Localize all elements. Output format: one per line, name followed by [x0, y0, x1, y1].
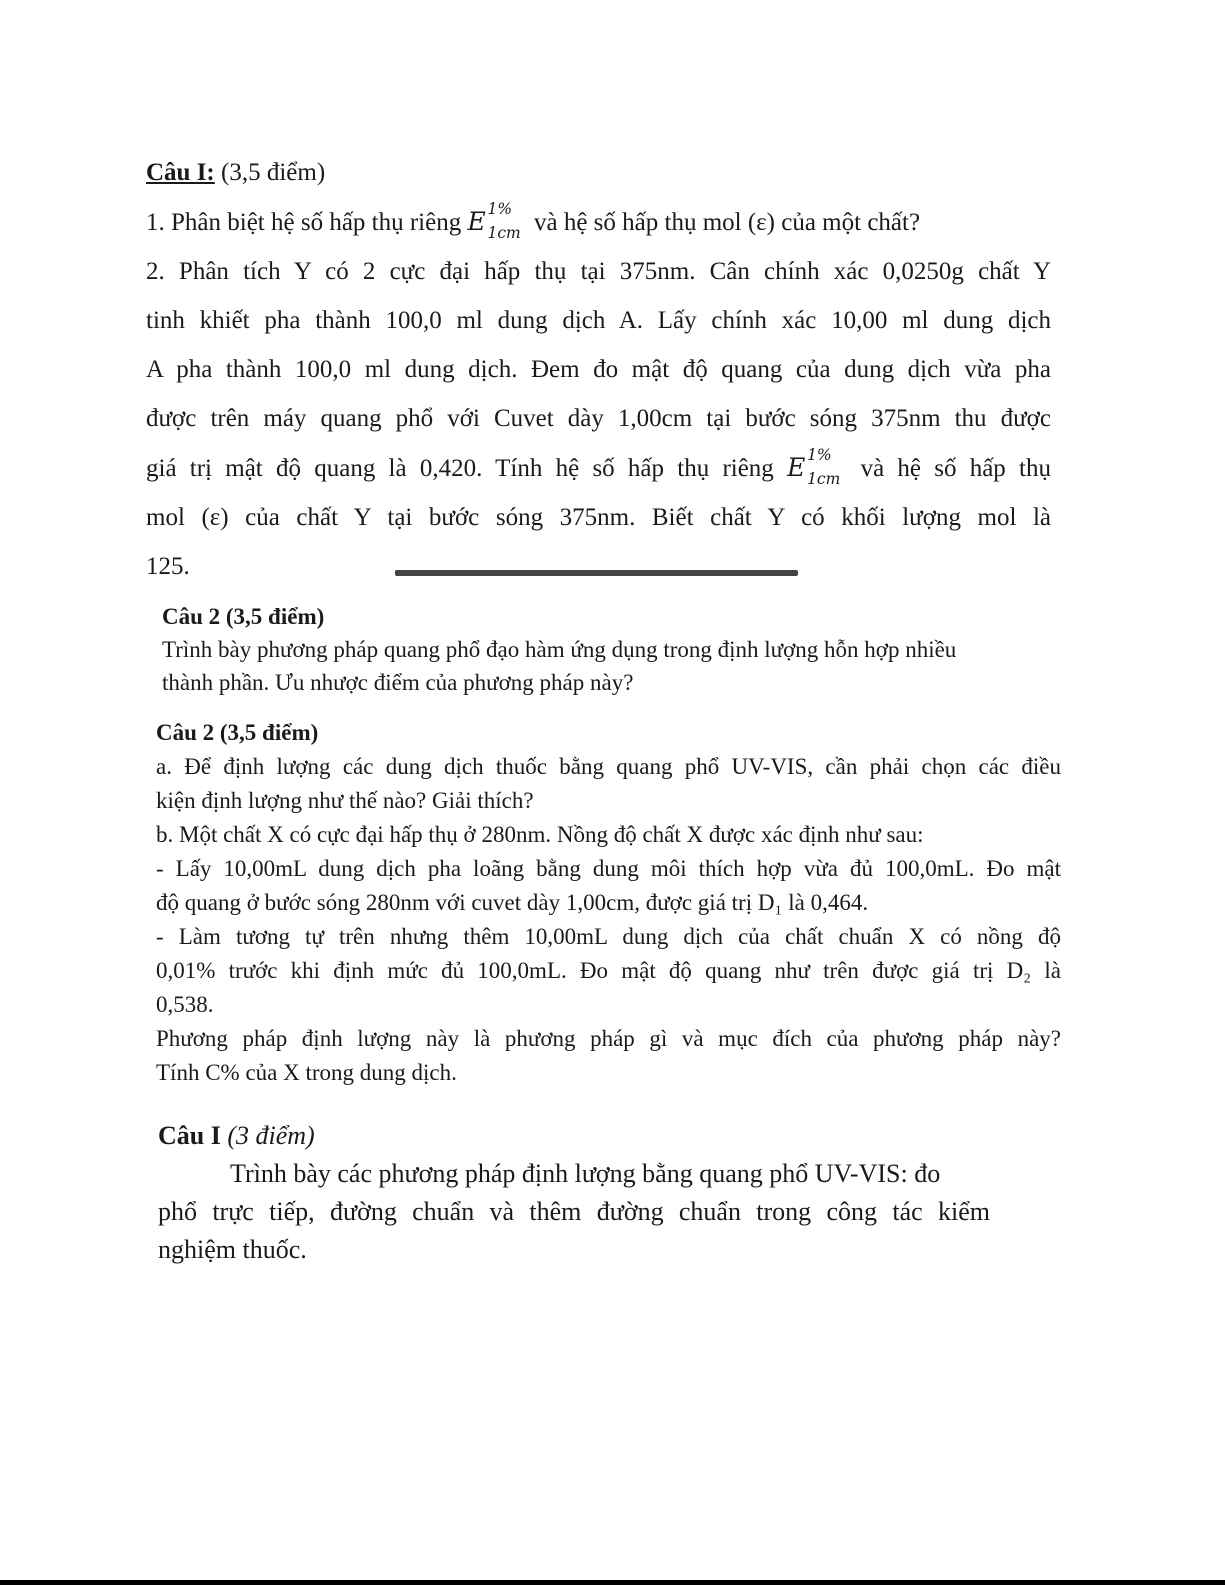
question-4-points: (3 điểm) — [227, 1121, 315, 1150]
e-base: E — [467, 207, 486, 236]
page-bottom-edge — [0, 1580, 1225, 1585]
item2-line-7: 125. — [146, 553, 190, 580]
question-4-label: Câu I — [158, 1121, 221, 1150]
question-4-line-3: nghiệm thuốc. — [158, 1235, 307, 1264]
question-2-line-2: thành phần. Ưu nhược điểm của phương pháp này? — [162, 670, 634, 695]
specific-absorbance-symbol — [467, 197, 527, 246]
item1-text-post: và hệ số hấp thụ mol (ε) của một chất? — [533, 209, 921, 236]
item2-line-6: mol (ε) của chất Y tại bước sóng 375nm. Biết chất Y có khối lượng mol là — [146, 504, 1051, 531]
item2-line-4: được trên máy quang phổ với Cuvet dày 1,00cm tại bước sóng 375nm thu được — [146, 405, 1051, 432]
divider-bar — [395, 570, 798, 576]
question-1 — [146, 148, 1051, 591]
question-1-item-1 — [146, 197, 1051, 247]
question-3-line-2: kiện định lượng như thế nào? Giải thích? — [156, 788, 534, 813]
item2-line-5-post: và hệ số hấp thụ — [860, 455, 1052, 482]
item1-text-pre: 1. Phân biệt hệ số hấp thụ riêng — [146, 209, 462, 236]
question-2-line-1: Trình bày phương pháp quang phổ đạo hàm ứng dụng trong định lượng hỗn hợp nhiều — [162, 637, 957, 662]
question-3 — [156, 716, 1061, 1090]
question-1-label: Câu I: — [146, 159, 215, 186]
item2-line-2: tinh khiết pha thành 100,0 ml dung dịch A. Lấy chính xác 10,00 ml dung dịch — [146, 307, 1051, 334]
question-3-line-10: Tính C% của X trong dung dịch. — [156, 1060, 457, 1085]
question-3-line-4: - Lấy 10,00mL dung dịch pha loãng bằng dung môi thích hợp vừa đủ 100,0mL. Đo mật — [156, 856, 1061, 881]
question-3-line-3: b. Một chất X có cực đại hấp thụ ở 280nm. Nồng độ chất X được xác định như sau: — [156, 822, 924, 847]
question-3-heading: Câu 2 (3,5 điểm) — [156, 720, 319, 745]
question-3-line-9: Phương pháp định lượng này là phương pháp gì và mục đích của phương pháp này? — [156, 1026, 1061, 1051]
e-sub: 1cm — [807, 470, 841, 488]
question-3-line-8: 0,538. — [156, 992, 214, 1017]
item2-line-5-pre: giá trị mật độ quang là 0,420. Tính hệ số hấp thụ riêng — [146, 455, 774, 482]
item2-line-1: 2. Phân tích Y có 2 cực đại hấp thụ tại 375nm. Cân chính xác 0,0250g chất Y — [146, 258, 1051, 285]
question-2 — [162, 600, 1042, 699]
question-4-line-2: phổ trực tiếp, đường chuẩn và thêm đường chuẩn trong công tác kiểm — [158, 1197, 990, 1226]
specific-absorbance-symbol — [787, 443, 847, 492]
question-3-line-5: độ quang ở bước sóng 280nm với cuvet dày 1,00cm, được giá trị D₁ là 0,464. — [156, 890, 869, 915]
question-3-line-6: - Làm tương tự trên nhưng thêm 10,00mL dung dịch của chất chuẩn X có nồng độ — [156, 924, 1061, 949]
item2-line-5 — [146, 443, 1051, 493]
e-sup: 1% — [487, 200, 513, 218]
question-4 — [158, 1117, 990, 1269]
item2-line-3: A pha thành 100,0 ml dung dịch. Đem đo mật độ quang của dung dịch vừa pha — [146, 356, 1051, 383]
question-2-heading: Câu 2 (3,5 điểm) — [162, 604, 325, 629]
e-base: E — [787, 453, 806, 482]
question-1-heading — [146, 148, 1051, 197]
question-1-points: (3,5 điểm) — [221, 159, 326, 186]
question-4-heading — [158, 1117, 990, 1155]
e-sup: 1% — [807, 446, 832, 464]
e-sub: 1cm — [487, 224, 521, 242]
question-3-line-1: a. Để định lượng các dung dịch thuốc bằng quang phổ UV-VIS, cần phải chọn các điều — [156, 754, 1061, 779]
question-4-line-1: Trình bày các phương pháp định lượng bằng quang phổ UV-VIS: đo — [230, 1159, 941, 1188]
question-3-line-7: 0,01% trước khi định mức đủ 100,0mL. Đo mật độ quang như trên được giá trị D₂ là — [156, 958, 1061, 983]
